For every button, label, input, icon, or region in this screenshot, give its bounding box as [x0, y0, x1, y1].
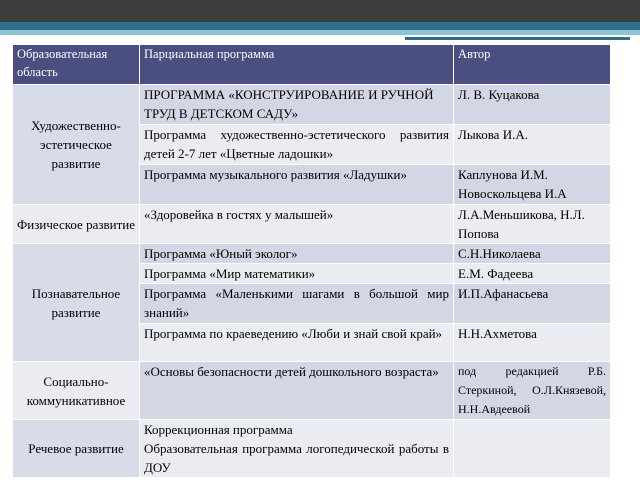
table-row — [13, 205, 611, 244]
program-cell: Программа художественно-эстетического развития детей 2-7 лет «Цветные ладошки» — [140, 125, 454, 165]
program-cell: Программа «Мир математики» — [140, 264, 454, 284]
program-cell: Программа музыкального развития «Ладушки» — [140, 165, 454, 205]
program-cell — [140, 420, 454, 478]
header-program: Парциальная программа — [140, 45, 454, 85]
header-author: Автор — [454, 45, 611, 85]
author-cell: под редакцией Р.Б. Стеркиной, О.Л.Князевой, Н.Н.Авдеевой — [454, 362, 611, 420]
program-cell: ПРОГРАММА «КОНСТРУИРОВАНИЕ И РУЧНОЙ ТРУД В ДЕТСКОМ САДУ» — [140, 85, 454, 125]
table-row — [13, 420, 611, 478]
header-area: Образовательная область — [13, 45, 140, 85]
area-phys: Физическое развитие — [13, 205, 140, 244]
author-cell: И.П.Афанасьева — [454, 284, 611, 324]
slide-accent-line — [405, 37, 630, 40]
program-cell: Программа «Юный эколог» — [140, 244, 454, 264]
author-cell: Каплунова И.М. Новоскольцева И.А — [454, 165, 611, 205]
author-cell: Л.А.Меньшикова, Н.Л. Попова — [454, 205, 611, 244]
table-row — [13, 244, 611, 264]
slide-stripe-dark — [0, 22, 640, 30]
area-speech: Речевое развитие — [13, 420, 140, 478]
author-cell: Лыкова И.А. — [454, 125, 611, 165]
program-cell: Программа «Маленькими шагами в большой мир знаний» — [140, 284, 454, 324]
program-cell: «Основы безопасности детей дошкольного возраста» — [140, 362, 454, 420]
table-row — [13, 362, 611, 420]
area-art: Художественно-эстетическое развитие — [13, 85, 140, 205]
area-soc: Социально-коммуникативное — [13, 362, 140, 420]
program-cell: Программа по краеведению «Люби и знай свой край» — [140, 324, 454, 362]
program-line: Образовательная программа логопедической работы в ДОУ — [144, 441, 449, 475]
slide-top-bar — [0, 0, 640, 22]
programs-table — [12, 44, 611, 478]
author-cell — [454, 420, 611, 478]
table-row — [13, 85, 611, 125]
program-cell: «Здоровейка в гостях у малышей» — [140, 205, 454, 244]
author-cell: Е.М. Фадеева — [454, 264, 611, 284]
program-line: Коррекционная программа — [144, 422, 293, 437]
author-cell: Н.Н.Ахметова — [454, 324, 611, 362]
author-cell: Л. В. Куцакова — [454, 85, 611, 125]
area-cog: Познавательное развитие — [13, 244, 140, 362]
table-header-row — [13, 45, 611, 85]
author-cell: С.Н.Николаева — [454, 244, 611, 264]
